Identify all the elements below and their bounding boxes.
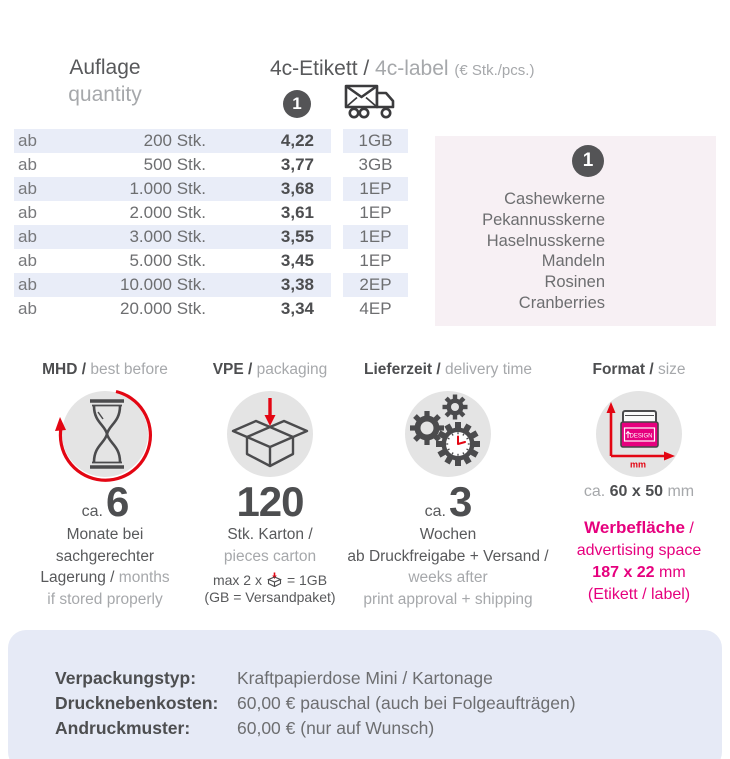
product-title-de: 4c-Etikett / xyxy=(270,57,376,80)
quantity-title: Auflage xyxy=(69,56,141,79)
order-summary-box xyxy=(8,630,722,759)
product-item: Cashewkerne xyxy=(504,190,605,208)
product-item: Mandeln xyxy=(541,252,605,271)
variant-1-badge-icon: 1 xyxy=(283,90,311,118)
product-column-header xyxy=(270,57,590,81)
summary-row: Andruckmuster: 60,00 € (nur auf Wunsch) xyxy=(55,718,435,738)
price-row: ab 500 Stk. 3,77 3GB xyxy=(18,155,393,174)
summary-row: Verpackungstyp: Kraftpapierdose Mini / Kartonage xyxy=(55,668,493,688)
svg-text:mm: mm xyxy=(629,459,647,470)
product-item: Cranberries xyxy=(518,293,605,312)
gears-clock-icon xyxy=(398,386,498,486)
product-item: Pekannusskerne xyxy=(482,210,605,229)
info-column-vpe: VPE / packaging 120 Stk. Karton / pieces carton max 2 x = 1GB (GB = Versandpaket) xyxy=(204,361,336,605)
summary-row: Drucknebenkosten: 60,00 € pauschal (auch bei Folgeaufträgen) xyxy=(55,693,576,713)
quantity-column-header xyxy=(15,54,195,108)
price-row: ab 2.000 Stk. 3,61 1EP xyxy=(18,203,392,222)
hourglass-icon xyxy=(55,386,155,486)
packaging-box-icon xyxy=(220,386,320,486)
shipping-truck-icon xyxy=(344,84,402,122)
quantity-subtitle: quantity xyxy=(68,83,142,106)
advertising-space-note: Werbefläche / advertising space 187 x 22 mm (Etikett / label) xyxy=(576,518,702,603)
svg-text:DESIGN: DESIGN xyxy=(629,433,653,440)
product-item: Rosinen xyxy=(544,273,605,292)
product-title-en: 4c-label xyxy=(375,57,455,80)
variant-1-badge-icon: 1 xyxy=(572,145,604,177)
price-row: ab 1.000 Stk. 3,68 1EP xyxy=(0,177,430,201)
info-column-mhd: MHD / best before ca.6 Monate bei sachgerechter Lagerung / months if stored properly xyxy=(40,361,170,608)
mini-parcel-icon xyxy=(266,572,283,588)
can-size-icon xyxy=(589,386,689,486)
price-row: ab 20.000 Stk. 3,34 4EP xyxy=(18,299,392,318)
product-variants-box xyxy=(435,136,716,326)
product-unit: (€ Stk./pcs.) xyxy=(454,62,535,79)
price-row: ab 3.000 Stk. 3,55 1EP xyxy=(0,225,430,249)
product-list xyxy=(435,189,605,314)
price-row: ab 10.000 Stk. 3,38 2EP xyxy=(0,273,430,297)
product-item: Haselnusskerne xyxy=(486,231,605,250)
price-row: ab 200 Stk. 4,22 1GB xyxy=(0,129,430,153)
info-column-delivery: Lieferzeit / delivery time ca.3 Wochen ab Druckfreigabe + Versand / weeks after print approval + shipping xyxy=(347,361,549,608)
info-column-format: Format / size mm DESIGN ca. 60 x 50 mm Werbefläche / advertising space 187 x 22 mm (Etikett / label) xyxy=(555,358,723,618)
price-row: ab 5.000 Stk. 3,45 1EP xyxy=(18,251,392,270)
